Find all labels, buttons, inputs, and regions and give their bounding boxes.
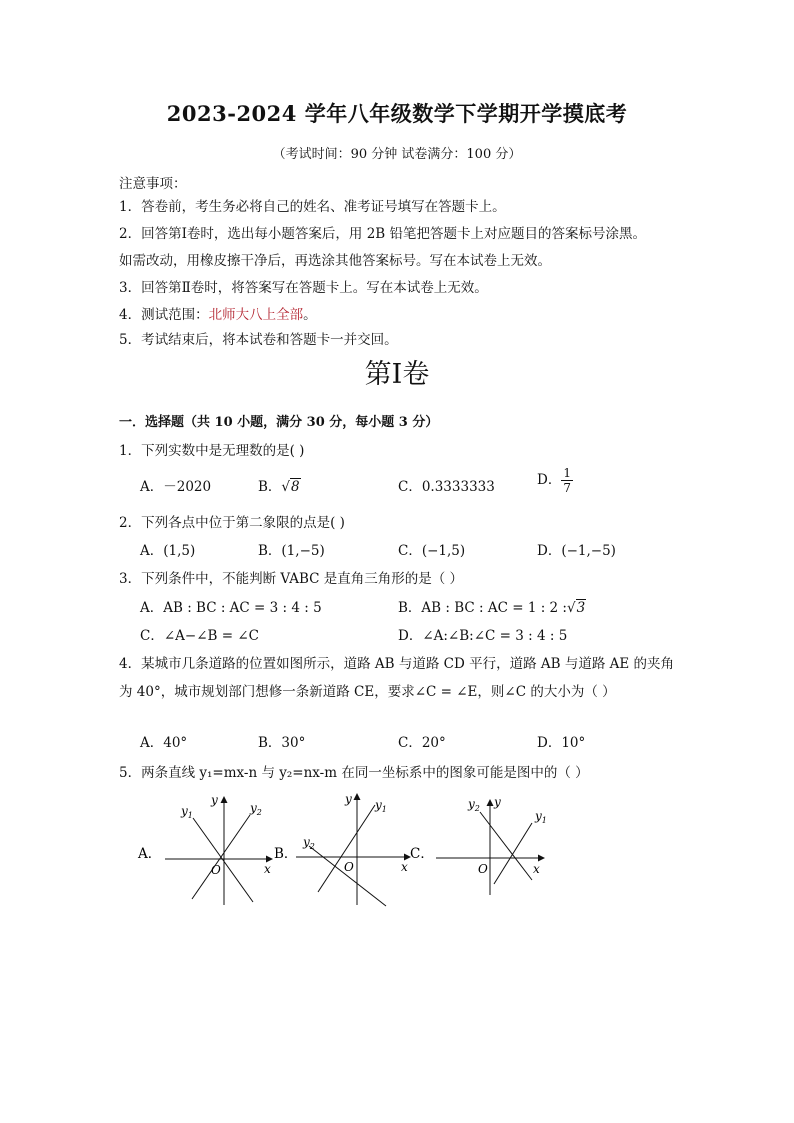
line-y2 [309, 846, 386, 906]
line-y1 [193, 818, 253, 902]
q2-option-c: C．(−1,5) [398, 543, 466, 559]
exam-subtitle: （考试时间：90 分钟 试卷满分：100 分） [272, 147, 522, 162]
y-axis-label: y [494, 795, 501, 809]
q1-option-d-denominator: 7 [563, 481, 571, 495]
notice-item-4-prefix: 4．测试范围： [119, 307, 209, 323]
origin-label: O [344, 860, 354, 874]
q4-stem-line-1: 4．某城市几条道路的位置如图所示，道路 AB 与道路 CD 平行，道路 AB 与道路 AE 的夹角 [119, 656, 675, 672]
section-title: 第Ⅰ卷 [364, 359, 430, 390]
q5-stem: 5．两条直线 y₁=mx-n 与 y₂=nx-m 在同一坐标系中的图象可能是图中的（ ） [119, 765, 589, 781]
y1-label: $y_1$ [535, 809, 547, 825]
q3-option-d: D．∠A:∠B:∠C = 3 : 4 : 5 [398, 628, 568, 644]
notice-heading: 注意事项： [119, 176, 187, 192]
notice-item-3: 3．回答第Ⅱ卷时，将答案写在答题卡上。写在本试卷上无效。 [119, 280, 488, 296]
sqrt-symbol: √3 [566, 600, 586, 616]
y-axis-label: y [345, 792, 352, 806]
part1-heading: 一．选择题（共 10 小题，满分 30 分，每小题 3 分） [119, 415, 439, 430]
q2-option-d: D．(−1,−5) [537, 543, 616, 559]
q4-option-d: D．10° [537, 735, 586, 751]
x-axis-label: x [533, 862, 540, 876]
q5-label-a: A． [138, 846, 162, 862]
q4-option-b: B．30° [258, 735, 306, 751]
q5-label-b: B． [274, 846, 298, 862]
exam-title: 2023-2024 学年八年级数学下学期开学摸底考 [166, 101, 628, 126]
line-y1 [318, 805, 375, 892]
sqrt-symbol: √8 [281, 479, 300, 495]
q5-graph-b [274, 792, 410, 906]
notice-item-4-suffix: 。 [303, 307, 317, 323]
q5-graph-c [410, 795, 547, 895]
q3-option-b-prefix: B．AB : BC : AC = 1 : 2 : [398, 600, 567, 616]
origin-label: O [211, 863, 221, 877]
notice-item-2: 2．回答第Ⅰ卷时，选出每小题答案后，用 2B 铅笔把答题卡上对应题目的答案标号涂黑。 [119, 226, 647, 242]
q1-option-a: A．－2020 [140, 479, 212, 495]
q2-option-b: B．(1,−5) [258, 543, 325, 559]
q1-option-b-prefix: B． [258, 479, 282, 495]
q1-option-d-numerator: 1 [563, 466, 571, 480]
x-axis-label: x [401, 860, 408, 874]
notice-item-5: 5．考试结束后，将本试卷和答题卡一并交回。 [119, 332, 398, 348]
q5-graph-a [137, 793, 272, 905]
q1-option-d-prefix: D． [537, 472, 562, 488]
origin-label: O [478, 862, 488, 876]
q3-option-a: A．AB : BC : AC = 3 : 4 : 5 [140, 600, 322, 616]
y-axis-label: y [211, 793, 218, 807]
q1-option-b-radicand: 8 [291, 479, 300, 495]
y1-label: $y_1$ [375, 798, 387, 814]
notice-item-2-continued: 如需改动，用橡皮擦干净后，再选涂其他答案标号。写在本试卷上无效。 [119, 253, 551, 269]
q2-stem: 2．下列各点中位于第二象限的点是( ) [119, 515, 345, 531]
q2-option-a: A．(1,5) [140, 543, 196, 559]
y1-label: $y_1$ [181, 804, 193, 820]
q5-label-c: C． [410, 846, 434, 862]
q4-stem-line-2: 为 40°，城市规划部门想修一条新道路 CE，要求∠C = ∠E，则∠C 的大小为（ ） [119, 684, 616, 700]
q3-option-c: C．∠A−∠B = ∠C [140, 628, 259, 644]
q3-stem: 3．下列条件中，不能判断 VABC 是直角三角形的是（ ） [119, 571, 464, 587]
q4-option-a: A．40° [140, 735, 188, 751]
y2-label: $y_2$ [468, 797, 480, 813]
notice-item-1: 1．答卷前，考生务必将自己的姓名、准考证号填写在答题卡上。 [119, 199, 506, 215]
x-axis-label: x [264, 862, 271, 876]
y2-label: $y_2$ [250, 801, 262, 817]
line-y1 [494, 823, 532, 884]
q3-option-b-radicand: 3 [576, 600, 586, 616]
q1-stem: 1．下列实数中是无理数的是( ) [119, 443, 305, 459]
q4-option-c: C．20° [398, 735, 446, 751]
test-scope: 北师大八上全部 [208, 307, 304, 323]
y2-label: $y_2$ [303, 835, 315, 851]
q1-option-c: C．0.3333333 [398, 479, 495, 495]
